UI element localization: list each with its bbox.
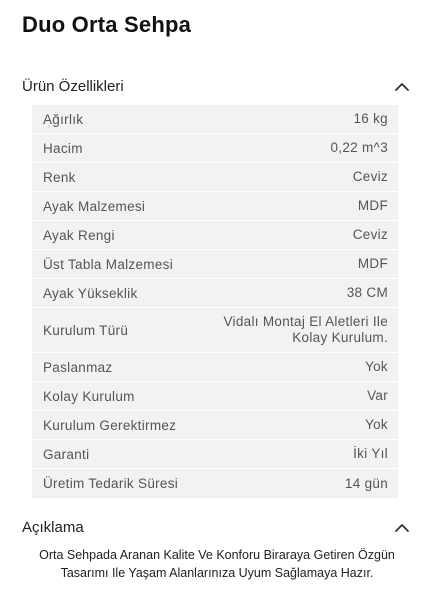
spec-row-paslanmaz: [32, 353, 398, 382]
spec-row-kurulum-turu: [32, 308, 398, 353]
spec-row-kurulum-gerektirmez: [32, 411, 398, 440]
spec-row-ayak-rengi: [32, 221, 398, 250]
spec-key: Kurulum Gerektirmez: [43, 417, 177, 433]
spec-value: 38 CM: [346, 285, 388, 300]
spec-key: Hacim: [43, 140, 83, 156]
spec-row-ayak-malzemesi: [32, 192, 398, 221]
spec-key: Paslanmaz: [43, 359, 113, 375]
spec-row-hacim: [32, 134, 398, 163]
spec-value: MDF: [357, 198, 388, 213]
spec-value: 14 gün: [344, 475, 388, 491]
spec-row-renk: [32, 163, 398, 192]
spec-value: Yok: [365, 417, 388, 432]
spec-row-ust-tabla-malzemesi: [32, 250, 398, 279]
chevron-up-icon[interactable]: [395, 79, 409, 93]
spec-row-kolay-kurulum: [32, 382, 398, 411]
spec-key: Ağırlık: [43, 111, 84, 127]
spec-row-ayak-yukseklik: [32, 279, 398, 308]
spec-value: Ceviz: [352, 227, 388, 242]
description-section-toggle[interactable]: [22, 514, 409, 540]
spec-key: Ayak Malzemesi: [43, 198, 146, 214]
spec-table: [32, 105, 398, 498]
spec-value: Yok: [365, 359, 388, 374]
spec-key: Üst Tabla Malzemesi: [43, 256, 173, 272]
spec-key: Ayak Yükseklik: [43, 285, 138, 301]
spec-value: Vidalı Montaj El Aletleri Ile Kolay Kurulum.: [223, 314, 388, 345]
specs-section-label: Ürün Özellikleri: [22, 77, 124, 95]
spec-key: Kurulum Türü: [43, 322, 129, 338]
spec-value: Var: [367, 388, 388, 403]
page-title: Duo Orta Sehpa: [22, 12, 192, 37]
description-section-label: Açıklama: [22, 518, 84, 536]
spec-row-agirlik: [32, 105, 398, 134]
spec-key: Ayak Rengi: [43, 227, 115, 243]
specs-section-toggle[interactable]: [22, 73, 409, 99]
spec-key: Kolay Kurulum: [43, 388, 135, 404]
spec-row-uretim-tedarik-suresi: [32, 469, 398, 498]
spec-key: Üretim Tedarik Süresi: [43, 476, 179, 491]
description-text: Orta Sehpada Aranan Kalite Ve Konforu Biraraya Getiren Özgün Tasarımı Ile Yaşam Alanlarınıza Uyum Sağlamaya Hazır.: [39, 548, 395, 580]
spec-key: Garanti: [43, 446, 90, 462]
spec-value: İki Yıl: [353, 446, 388, 461]
chevron-up-icon[interactable]: [395, 520, 409, 534]
spec-key: Renk: [43, 169, 76, 185]
spec-value: MDF: [357, 256, 388, 271]
spec-value: 0,22 m^3: [330, 140, 388, 155]
spec-row-garanti: [32, 440, 398, 469]
spec-value: 16 kg: [353, 111, 388, 126]
spec-value: Ceviz: [352, 169, 388, 184]
